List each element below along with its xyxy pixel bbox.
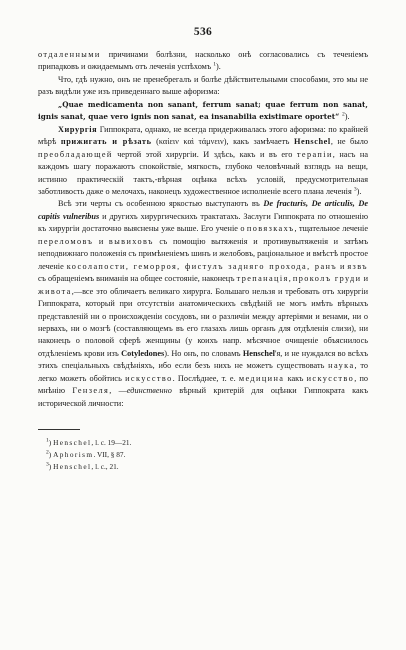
footnotes <box>38 437 368 473</box>
aphorism-quote: „Quae medicamenta non sanant, ferrum sanat; quae ferrum non sanat, ignis sanat, quae vero ignis non sanat, ea insanabilia existimare oportet“ $^2$). <box>38 99 368 122</box>
footnote-1: $^1$) Henschel, l. c. 19—21. <box>46 437 132 448</box>
footnote-ref-1: 1 <box>213 61 217 68</box>
footnote-2: $^2$) Aphorism. VII, § 87. <box>46 449 126 460</box>
paragraph-2: Что, гдѣ нужно, онъ не пренебрегалъ и болѣе дѣйствительными способами, это мы не разъ видѣли уже изъ приведеннаго выше афоризма: <box>38 74 368 97</box>
paragraph-1: отдаленными причинами болѣзни, насколько онѣ согласовались съ теченіемъ припадковъ и ожидаемымъ отъ леченія успѣхомъ $^1$). <box>38 50 368 72</box>
footnote-divider <box>38 429 80 430</box>
body-text <box>38 49 368 410</box>
page-number: 536 <box>193 26 213 38</box>
footnote-ref-2: 2 <box>341 111 345 118</box>
footnote-3: $^3$) Henschel, l. c., 21. <box>46 461 119 472</box>
paragraph-surgery: Хирургія Гиппократа, однако, не всегда придерживалась этого афоризма: по крайней мѣрѣ прижигать и рѣзать (καίειν καὶ τάμνειν), какъ замѣчаетъ Henschel, не было преобладающей чертой этой хирургіи. И здѣсь, какъ и въ его терапіи, насъ на каждомъ шагу поражаютъ спокойствіе, мягкость, глубоко человѣчный взглядъ на вещи, истинно практическій тактъ,-вѣрная оцѣнка всѣхъ условій, предусмотрительная заботливость даже о мелочахъ, наконецъ художественное исполненіе всего плана леченія $^3$). <box>38 124 369 196</box>
footnote-ref-3: 3 <box>353 186 357 193</box>
paragraph-treatises: Всѣ эти черты съ особенною яркостью выступаютъ въ De fracturis, De articulis, De capitis vulneribus и другихъ хирургическихъ трактатахъ. Заслуги Гиппократа по отношенію къ хирургіи достаточно выяснены уже выше. Его ученіе о повязкахъ, тщательное леченіе переломовъ и вывиховъ съ помощію вытяженія и противувытяженія и затѣмъ неподвижнаго положенія съ примѣненіемъ шинъ и желобовъ, раціональное и вмѣстѣ простое леченіе косолапости, геморроя, фистулъ заднягo прохода, ранъ и язвъ съ обращеніемъ вниманія на общее состояніе, наконецъ трепанація, проколъ груди и живота,—все это обличаетъ великаго хирурга. Большаго нельзя и требовать отъ хирургіи Гиппократа, который при отсутствіи анатомическихъ свѣдѣній не могъ имѣть вѣрныхъ представленій ни о происхожденіи сосудовъ, ни о различіи между артеріями и венами, ни о нервахъ, ни о мозгѣ (составляющемъ въ его глазахъ лишь органъ для отдѣленія слизи), ни наконецъ о половой сферѣ женщины (у коихъ напр. мѣсячное очищеніе объяснилось отдѣленіемъ крови изъ Cotyledones). Но онъ, по словамъ Henschel'я, и не нуждался во всѣхъ этихъ спеціальныхъ свѣдѣніяхъ, ибо если безъ нихъ не можетъ существовать наука, то легко можетъ обойтись искусство. Послѣднее, т. е. медицина какъ искусство, по мнѣнію Гензеля, —единственно вѣрный критерій для оцѣнки Гиппократа какъ исторической личности: <box>38 199 369 408</box>
